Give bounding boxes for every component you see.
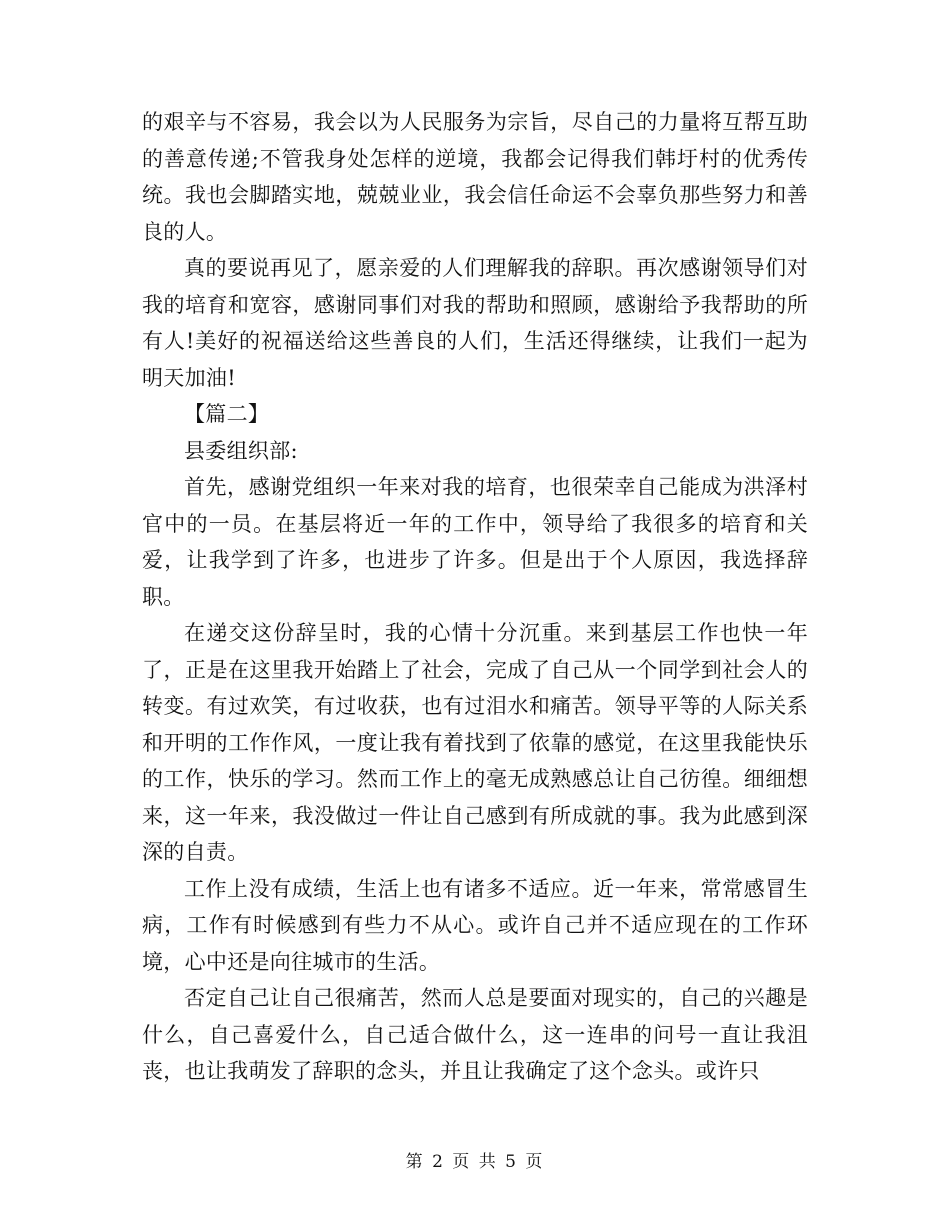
- paragraph: 首先，感谢党组织一年来对我的培育，也很荣幸自己能成为洪泽村官中的一员。在基层将近一年的工作中，领导给了我很多的培育和关爱，让我学到了许多，也进步了许多。但是出于个人原因，我选择辞职。: [142, 475, 808, 609]
- section-heading: 【篇二】: [184, 402, 270, 426]
- paragraph: 真的要说再见了，愿亲爱的人们理解我的辞职。再次感谢领导们对我的培育和宽容，感谢同事们对我的帮助和照顾，感谢给予我帮助的所有人!美好的祝福送给这些善良的人们，生活还得继续，让我们一起为明天加油!: [142, 256, 808, 390]
- page-number-footer: 第 2 页 共 5 页: [405, 1152, 545, 1172]
- salutation: 县委组织部:: [184, 438, 298, 463]
- paragraph: 否定自己让自己很痛苦，然而人总是要面对现实的，自己的兴趣是什么，自己喜爱什么，自己适合做什么，这一连串的问号一直让我沮丧，也让我萌发了辞职的念头，并且让我确定了这个念头。或许只: [142, 986, 808, 1083]
- paragraph: 在递交这份辞呈时，我的心情十分沉重。来到基层工作也快一年了，正是在这里我开始踏上了社会，完成了自己从一个同学到社会人的转变。有过欢笑，有过收获，也有过泪水和痛苦。领导平等的人际关系和开明的工作作风，一度让我有着找到了依靠的感觉，在这里我能快乐的工作，快乐的学习。然而工作上的毫无成熟感总让自己彷徨。细细想来，这一年来，我没做过一件让自己感到有所成就的事。我为此感到深深的自责。: [142, 621, 808, 864]
- paragraph-continued: 的艰辛与不容易，我会以为人民服务为宗旨，尽自己的力量将互帮互助的善意传递;不管我身处怎样的逆境，我都会记得我们韩圩村的优秀传统。我也会脚踏实地，兢兢业业，我会信任命运不会辜负那些努力和善良的人。: [142, 110, 808, 244]
- paragraph: 工作上没有成绩，生活上也有诸多不适应。近一年来，常常感冒生病，工作有时候感到有些力不从心。或许自己并不适应现在的工作环境，心中还是向往城市的生活。: [142, 876, 808, 974]
- document-body: [142, 104, 808, 1090]
